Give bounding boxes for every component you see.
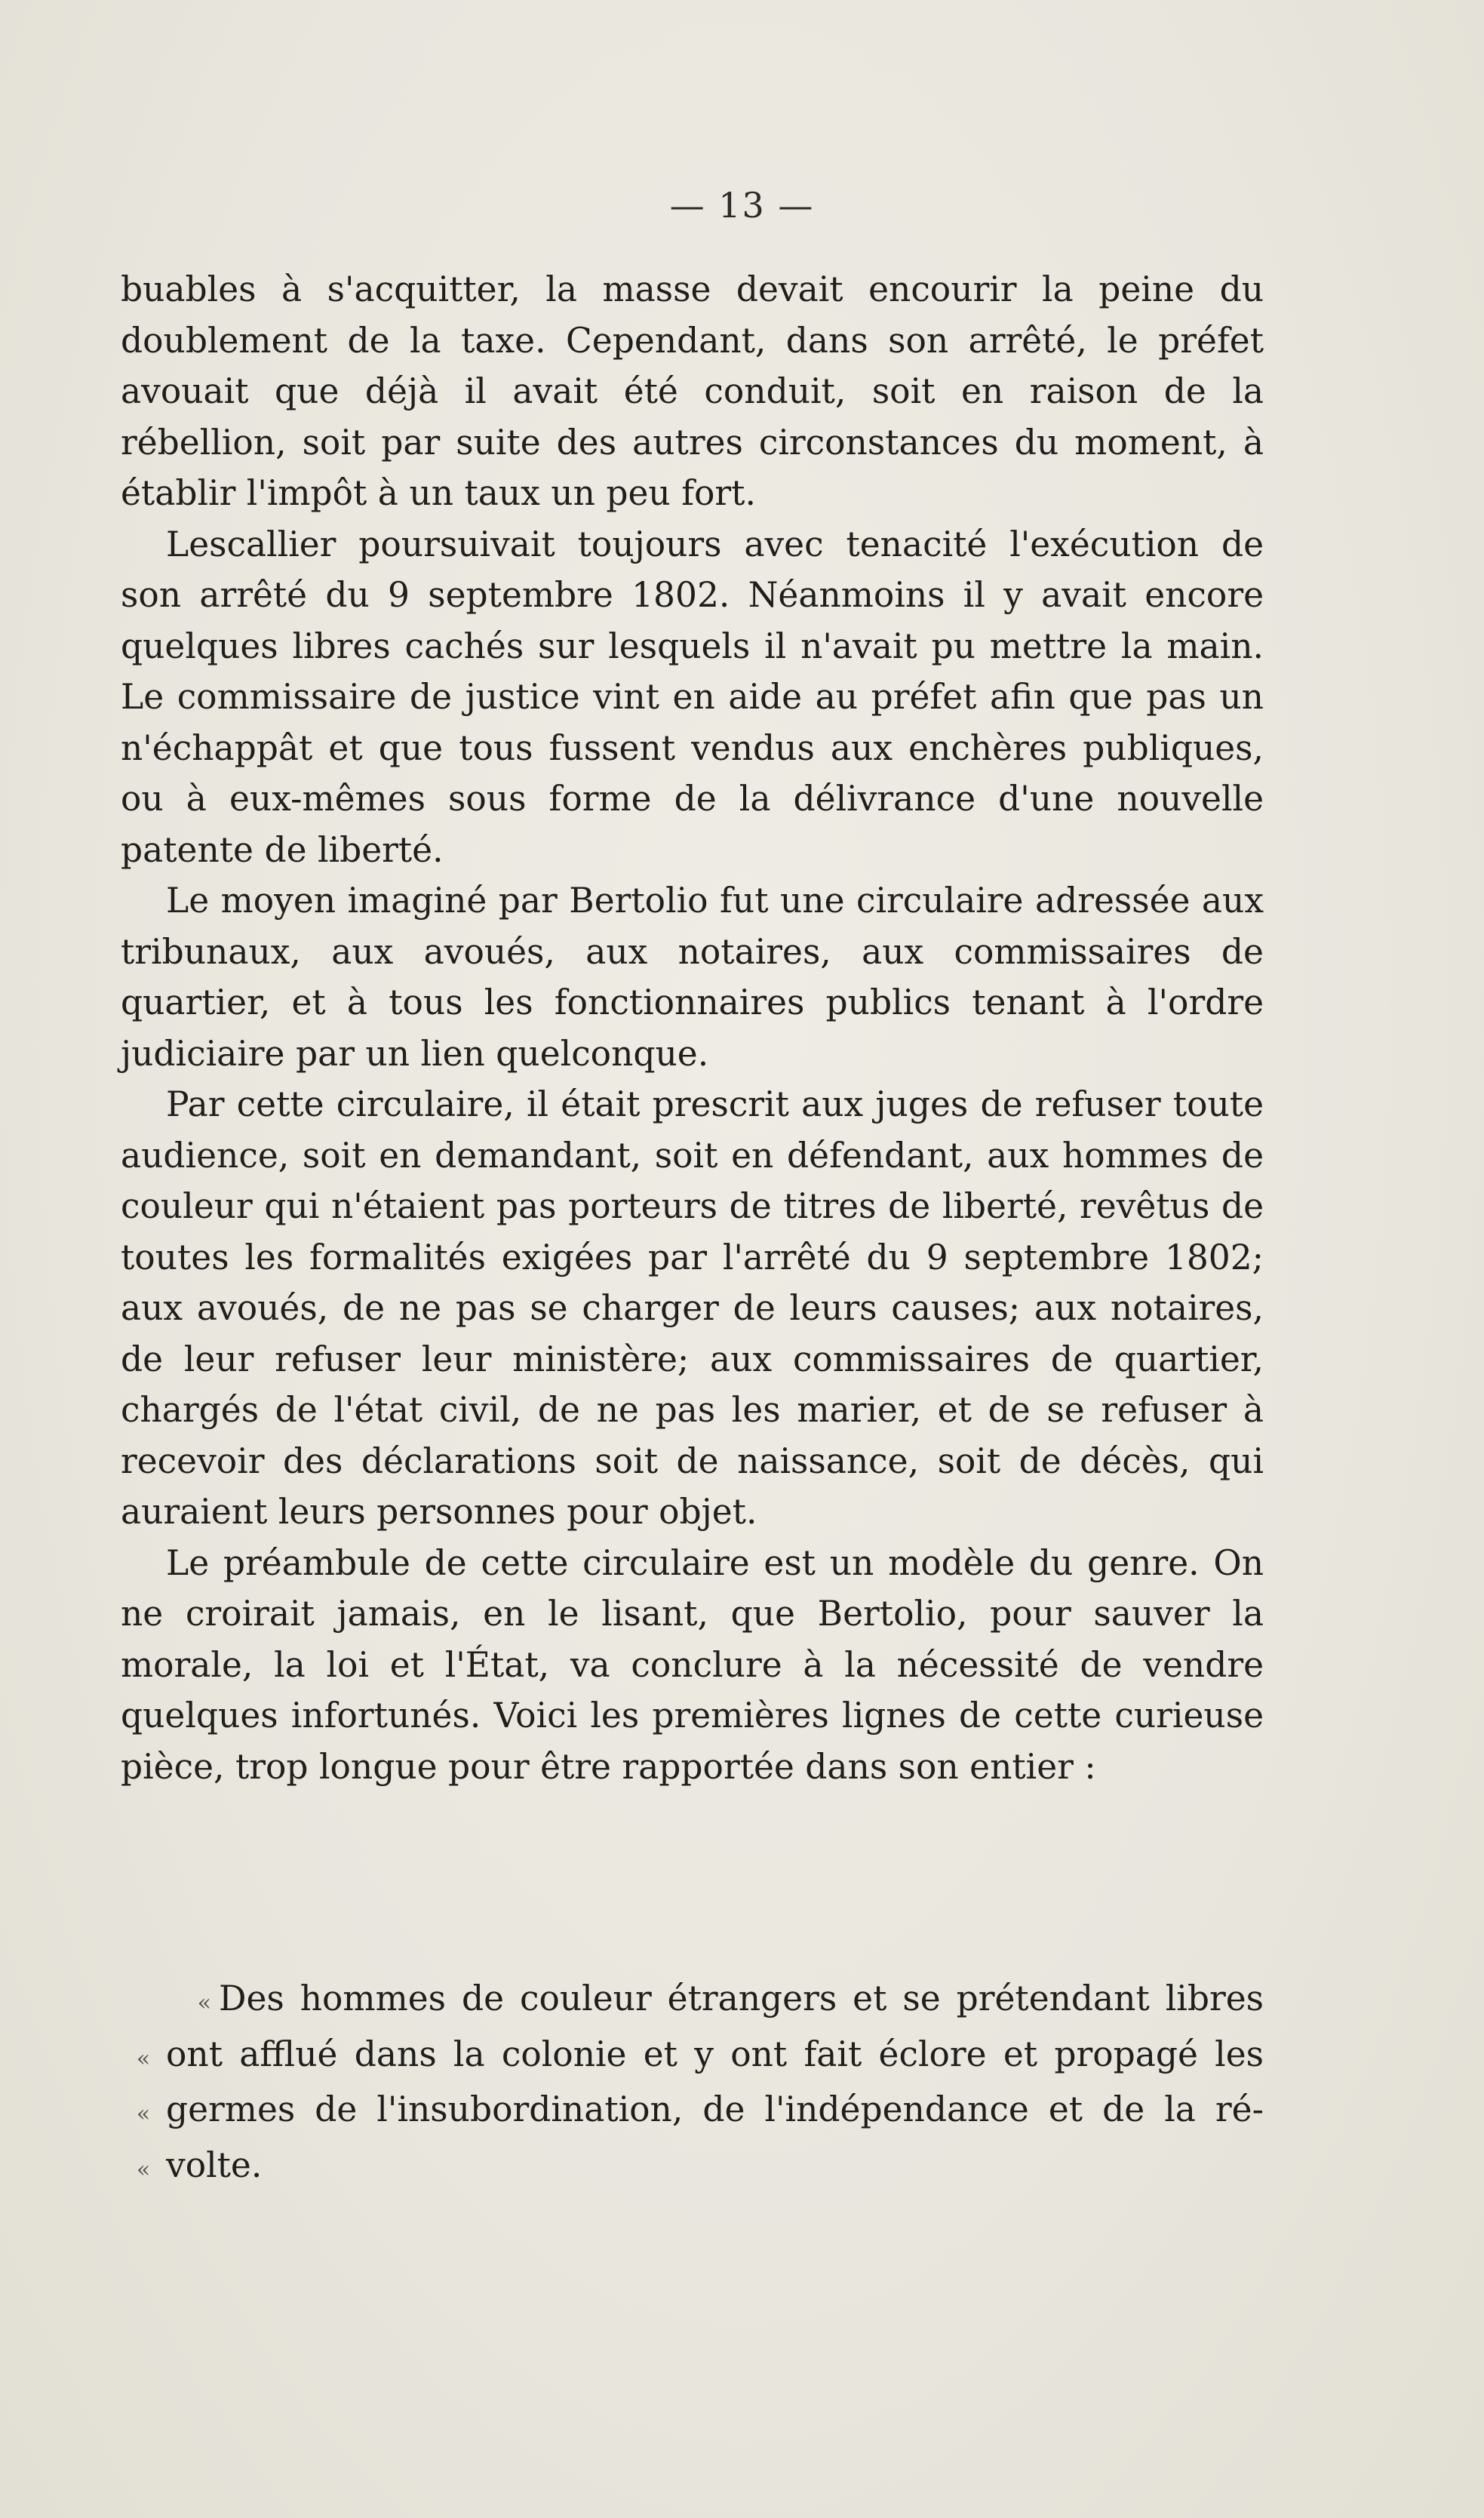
quote-mark: « (136, 2045, 151, 2072)
quote-mark: « (136, 2101, 151, 2127)
quote-line-text: ont afflué dans la colonie et y ont fait éclore et propagé les (166, 2034, 1264, 2074)
quote-line (121, 2140, 1264, 2196)
block-quote (121, 1973, 1264, 2195)
quote-line-text: germes de l'insubordination, de l'indépendance et de la ré- (166, 2089, 1264, 2129)
body-text (121, 264, 1264, 1792)
quote-mark: « (136, 2156, 151, 2183)
page-number: — 13 — (669, 185, 815, 226)
paragraph-4: Par cette circulaire, il était prescrit aux juges de refuser toute audience, soit en demandant, soit en défendant, aux hommes de couleur qui n'étaient pas porteurs de titres de liberté, revêtus de toutes les formalités exigées par l'arrêté du 9 septembre 1802; aux avoués, de ne pas se charger de leurs causes; aux notaires, de leur refuser leur ministère; aux commissaires de quartier, chargés de l'état civil, de ne pas les marier, et de se refuser à recevoir des déclarations soit de naissance, soit de décès, qui auraient leurs personnes pour objet. (121, 1084, 1264, 1532)
paragraph-3: Le moyen imaginé par Bertolio fut une circulaire adressée aux tribunaux, aux avoués, aux notaires, aux commissaires de quartier, et à tous les fonctionnaires publics tenant à l'ordre judiciaire par un lien quelconque. (121, 881, 1264, 1074)
quote-mark: « (197, 1990, 211, 2016)
paragraph-5: Le préambule de cette circulaire est un modèle du genre. On ne croirait jamais, en le lisant, que Bertolio, pour sauver la morale, la loi et l'État, va conclure à la nécessité de vendre quelques infortunés. Voici les premières lignes de cette curieuse pièce, trop longue pour être rapportée dans son entier : (121, 1542, 1264, 1787)
quote-line-text: volte. (166, 2144, 263, 2185)
quote-line-text: Des hommes de couleur étrangers et se prétendant libres (219, 1978, 1264, 2018)
paragraph-2: Lescallier poursuivait toujours avec tenacité l'exécution de son arrêté du 9 septembre 1802. Néanmoins il y avait encore quelques libres cachés sur lesquels il n'avait pu mettre la main. Le commissaire de justice vint en aide au préfet afin que pas un n'échappât et que tous fussent vendus aux enchères publiques, ou à eux-mêmes sous forme de la délivrance d'une nouvelle patente de liberté. (121, 524, 1264, 870)
quote-line (121, 2084, 1264, 2140)
paragraph-1: buables à s'acquitter, la masse devait encourir la peine du doublement de la taxe. Cependant, dans son arrêté, le préfet avouait que déjà il avait été conduit, soit en raison de la rébellion, soit par suite des autres circonstances du moment, à établir l'impôt à un taux un peu fort. (121, 269, 1264, 513)
quote-line (121, 1973, 1264, 2029)
quote-line (121, 2029, 1264, 2085)
